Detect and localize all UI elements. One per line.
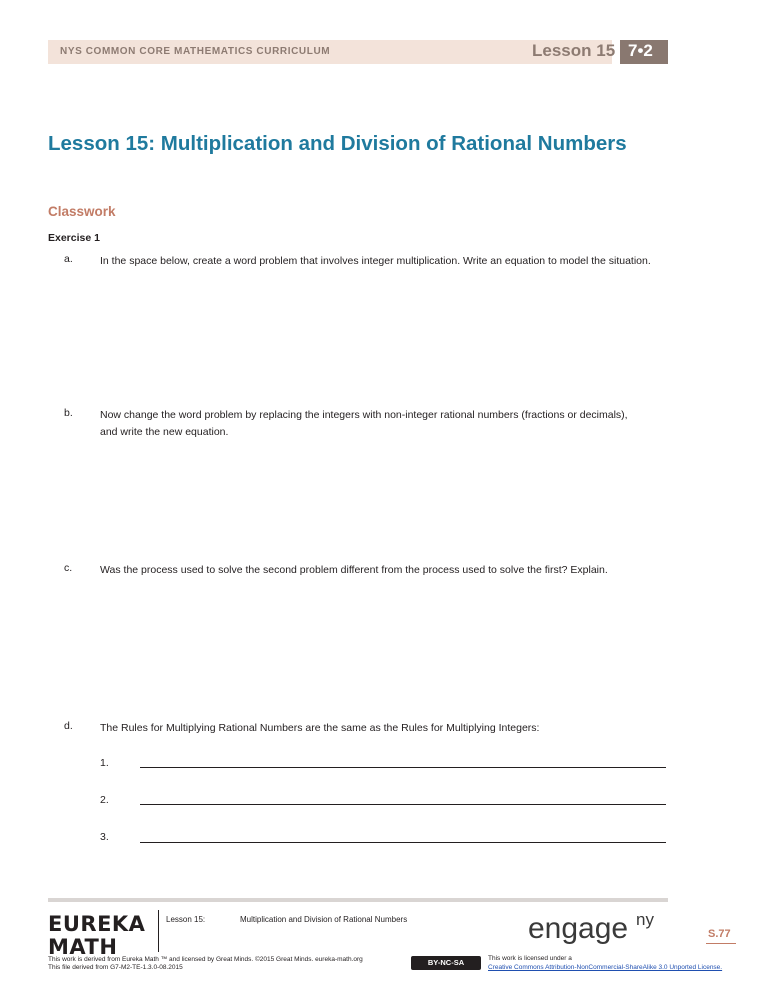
page-number-rule bbox=[706, 943, 736, 944]
eureka-logo-line2: MATH bbox=[48, 935, 118, 959]
rule-1-label: 1. bbox=[100, 757, 109, 769]
cc-license-badge: BY-NC-SA bbox=[411, 956, 481, 970]
module-badge-text: 7•2 bbox=[628, 41, 653, 60]
curriculum-label: NYS COMMON CORE MATHEMATICS CURRICULUM bbox=[60, 46, 331, 57]
attribution-line1: This work is derived from Eureka Math ™ and licensed by Great Minds. ©2015 Great Minds. eureka-math.org bbox=[48, 956, 363, 963]
engageny-logo: engage bbox=[528, 912, 629, 945]
attribution-line2: This file derived from G7-M2-TE-1.3.0-08.2015 bbox=[48, 964, 183, 971]
rule-3-answer-line[interactable] bbox=[140, 842, 666, 843]
item-c-label: c. bbox=[64, 562, 73, 574]
footer-rule bbox=[48, 898, 668, 902]
engageny-logo-sup: ny bbox=[636, 910, 654, 929]
rule-1-answer-line[interactable] bbox=[140, 767, 666, 768]
eureka-logo-line1: EUREKA bbox=[48, 912, 146, 936]
item-a-label: a. bbox=[64, 253, 73, 265]
rule-2-answer-line[interactable] bbox=[140, 804, 666, 805]
page-title: Lesson 15: Multiplication and Division of Rational Numbers bbox=[48, 132, 627, 155]
license-line1: This work is licensed under a bbox=[488, 955, 572, 962]
page-number: S.77 bbox=[708, 928, 731, 940]
footer-divider bbox=[158, 910, 159, 952]
license-link[interactable]: Creative Commons Attribution-NonCommercial-ShareAlike 3.0 Unported License. bbox=[488, 964, 723, 971]
item-a-text: In the space below, create a word problem that involves integer multiplication. Write an equation to model the situation. bbox=[100, 255, 651, 267]
item-d-text: The Rules for Multiplying Rational Numbers are the same as the Rules for Multiplying Integers: bbox=[100, 722, 540, 734]
exercise-heading: Exercise 1 bbox=[48, 232, 100, 244]
rule-2-label: 2. bbox=[100, 794, 109, 806]
item-b-label: b. bbox=[64, 407, 73, 419]
rule-3-label: 3. bbox=[100, 831, 109, 843]
section-heading: Classwork bbox=[48, 204, 116, 219]
header-lesson: Lesson 15 bbox=[532, 41, 616, 60]
item-c-text: Was the process used to solve the second problem different from the process used to solve the first? Explain. bbox=[100, 564, 608, 576]
item-b-text: Now change the word problem by replacing the integers with non-integer rational numbers (fractions or decimals), and write the new equation. bbox=[100, 409, 628, 438]
footer-lesson: Lesson 15: bbox=[166, 915, 206, 924]
footer-topic: Multiplication and Division of Rational Numbers bbox=[240, 915, 408, 924]
item-d-label: d. bbox=[64, 720, 73, 732]
